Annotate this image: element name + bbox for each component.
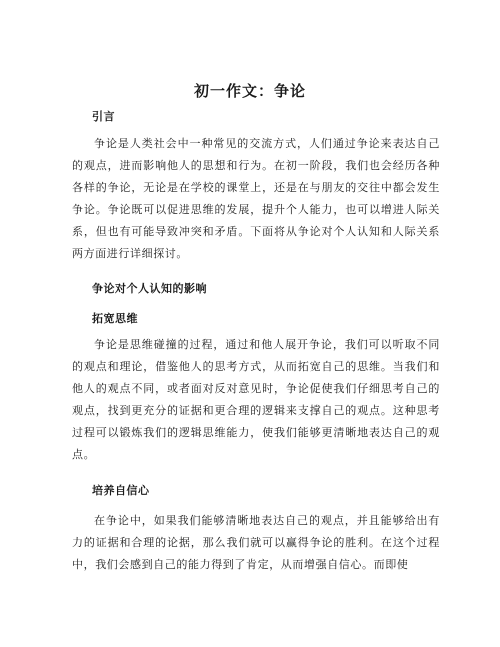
paragraph-intro: 争论是人类社会中一种常见的交流方式，人们通过争论来表达自己的观点，进而影响他人的思想和行为。在初一阶段，我们也会经历各种各样的争论，无论是在学校的课堂上，还是在与朋友的交往中都会发生争论。争论既可以促进思维的发展，提升个人能力，也可以增进人际关系，但也有可能导致冲突和矛盾。下面将从争论对个人认知和人际关系两方面进行详细探讨。 — [72, 137, 440, 260]
section-heading-intro: 引言 — [92, 110, 115, 123]
section-heading-personal-cognition: 争论对个人认知的影响 — [92, 282, 207, 295]
document-title: 初一作文：争论 — [193, 82, 306, 100]
subheading-broaden-thinking: 拓宽思维 — [92, 312, 138, 325]
paragraph-broaden-thinking: 争论是思维碰撞的过程，通过和他人展开争论，我们可以听取不同的观点和理论，借鉴他人的思考方式，从而拓宽自己的思维。当我们和他人的观点不同，或者面对反对意见时，争论促使我们仔细思考自己的观点，找到更充分的证据和更合理的逻辑来支撑自己的观点。这种思考过程可以锻炼我们的逻辑思维能力，使我们能够更清晰地表达自己的观点。 — [72, 338, 440, 461]
subheading-build-confidence: 培养自信心 — [92, 484, 150, 497]
paragraph-build-confidence: 在争论中，如果我们能够清晰地表达自己的观点，并且能够给出有力的证据和合理的论据，那么我们就可以赢得争论的胜利。在这个过程中，我们会感到自己的能力得到了肯定，从而增强自信心。而即使 — [72, 514, 440, 571]
